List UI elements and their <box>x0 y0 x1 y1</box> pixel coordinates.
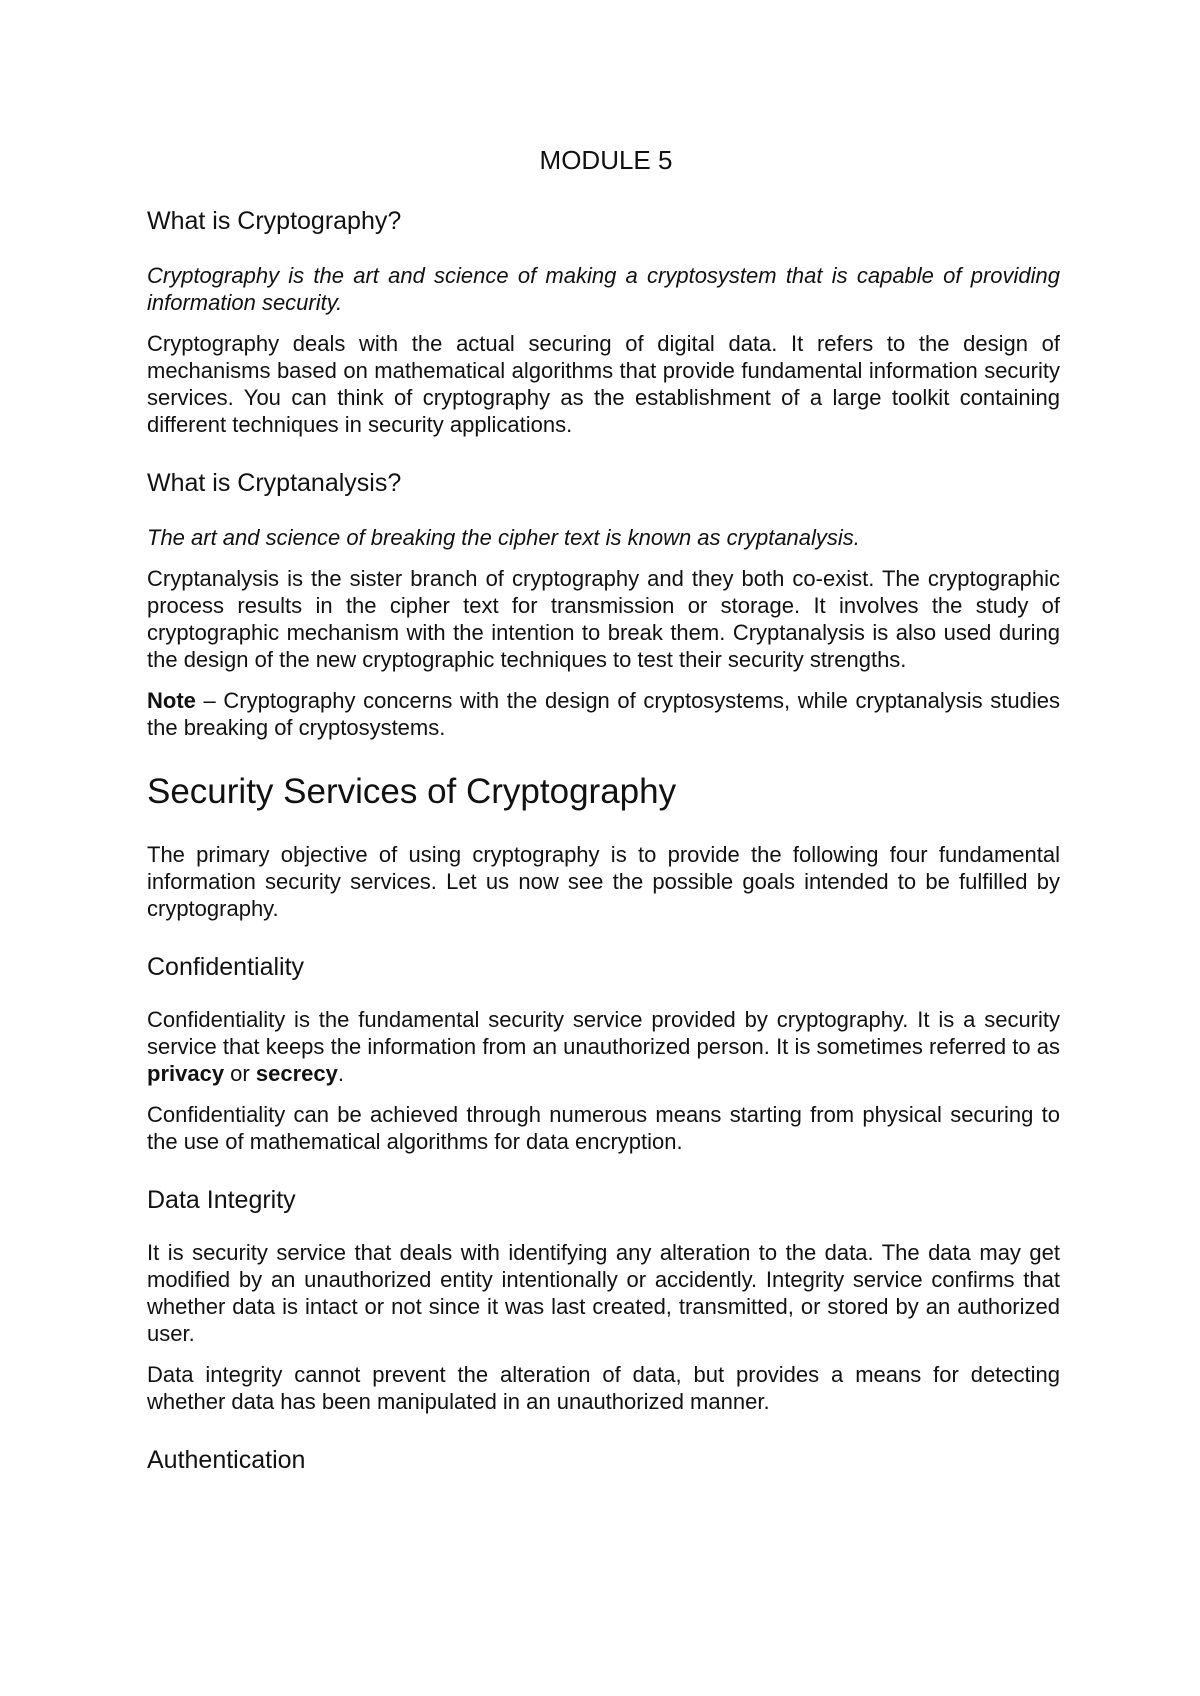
data-integrity-paragraph-1: It is security service that deals with identifying any alteration to the data. The data may get modified by an unauthorized entity intentionally or accidently. Integrity service confirms that whether data is intact or not since it was last created, transmitted, or stored by an authorized user. <box>147 1240 1060 1346</box>
security-services-intro: The primary objective of using cryptography is to provide the following four fundamental information security services. Let us now see the possible goals intended to be fulfilled by cryptography. <box>147 842 1060 921</box>
cryptanalysis-definition: The art and science of breaking the cipher text is known as cryptanalysis. <box>147 525 860 550</box>
confidentiality-paragraph-1 <box>147 1006 1060 1087</box>
cryptanalysis-body: Cryptanalysis is the sister branch of cryptography and they both co-exist. The cryptographic process results in the cipher text for transmission or storage. It involves the study of cryptographic mechanism with the intention to break them. Cryptanalysis is also used during the design of the new cryptographic techniques to test their security strengths. <box>147 566 1060 672</box>
secrecy-term: secrecy <box>255 1061 338 1086</box>
data-integrity-paragraph-2: Data integrity cannot prevent the alteration of data, but provides a means for detecting whether data has been manipulated in an unauthorized manner. <box>147 1362 1060 1414</box>
authentication-heading: Authentication <box>147 1446 306 1474</box>
cryptanalysis-heading: What is Cryptanalysis? <box>147 469 402 497</box>
confidentiality-text-mid: or <box>224 1061 256 1086</box>
confidentiality-paragraph-2: Confidentiality can be achieved through numerous means starting from physical securing to the use of mathematical algorithms for data encryption. <box>147 1102 1060 1154</box>
module-title: MODULE 5 <box>539 145 673 175</box>
confidentiality-text-before: Confidentiality is the fundamental security service provided by cryptography. It is a security service that keeps the information from an unauthorized person. It is sometimes referred to as <box>147 1007 1060 1059</box>
note-text: – Cryptography concerns with the design of cryptosystems, while cryptanalysis studies the breaking of cryptosystems. <box>147 688 1060 740</box>
cryptanalysis-note <box>147 687 1060 741</box>
data-integrity-heading: Data Integrity <box>147 1186 296 1214</box>
confidentiality-heading: Confidentiality <box>147 953 305 981</box>
confidentiality-text-after: . <box>337 1061 344 1086</box>
security-services-heading: Security Services of Cryptography <box>147 772 677 811</box>
cryptography-heading: What is Cryptography? <box>147 207 402 235</box>
cryptography-body: Cryptography deals with the actual securing of digital data. It refers to the design of mechanisms based on mathematical algorithms that provide fundamental information security services. You can think of cryptography as the establishment of a large toolkit containing different techniques in security applications. <box>147 331 1060 437</box>
note-label: Note <box>147 688 196 713</box>
privacy-term: privacy <box>147 1061 225 1086</box>
cryptography-definition: Cryptography is the art and science of making a cryptosystem that is capable of providing information security. <box>147 263 1060 315</box>
